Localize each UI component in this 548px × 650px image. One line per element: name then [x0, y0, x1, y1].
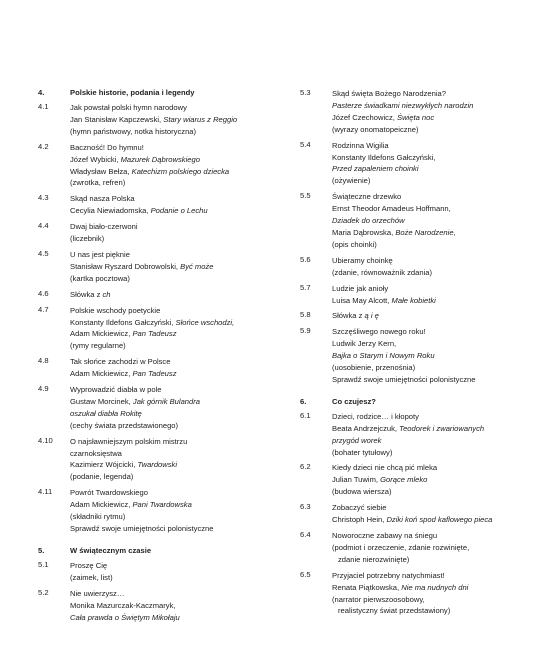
- work-title: oszukał diabła Rokitę: [70, 408, 142, 418]
- entry-text: Maria Dąbrowska,: [332, 227, 396, 237]
- entry-text: (składniki rytmu): [70, 512, 126, 522]
- entry-number: 4.3: [38, 193, 49, 203]
- entry-text: Sprawdź swoje umiejętności polonistyczne: [70, 524, 214, 533]
- entry-line: [70, 193, 288, 205]
- entry-line: [70, 340, 288, 352]
- entry-text: (wyrazy onomatopeiczne): [332, 124, 419, 134]
- entry-number: 6.4: [300, 530, 311, 539]
- work-title: Twardowski: [137, 460, 178, 470]
- entry-line: [70, 142, 288, 154]
- entry-text: Renata Piątkowska,: [332, 582, 402, 592]
- entry-body: [70, 305, 288, 353]
- work-title: Podanie o Lechu: [150, 206, 208, 216]
- toc-left-column: [38, 88, 288, 627]
- toc-entry: [38, 487, 288, 535]
- work-title: Gorące mleko: [380, 475, 428, 485]
- entry-number: 5.5: [300, 191, 311, 201]
- entry-body: [70, 221, 288, 245]
- work-title: Małe kobietki: [391, 295, 436, 305]
- entry-text: Skąd nasza Polska: [70, 194, 135, 204]
- entry-line: [332, 112, 520, 124]
- section-heading: [38, 88, 288, 97]
- entry-line: [332, 502, 520, 514]
- entry-number: 6.2: [300, 462, 311, 472]
- entry-text: Beata Andrzejczuk,: [332, 423, 400, 433]
- entry-body: [70, 289, 288, 301]
- entry-line: [338, 605, 520, 617]
- entry-number: 4.5: [38, 248, 49, 258]
- entry-text: Konstanty Ildefons Gałczyński,: [70, 317, 176, 327]
- entry-text: Baczność! Do hymnu!: [70, 142, 144, 152]
- entry-line: [332, 267, 520, 279]
- toc-right-column: [300, 88, 520, 621]
- entry-text: Ludzie jak anioły: [332, 283, 389, 293]
- toc-entry: [300, 191, 520, 251]
- entry-line: [70, 499, 288, 511]
- entry-line: [332, 338, 520, 350]
- entry-line: [70, 396, 288, 408]
- entry-text: Julian Tuwim,: [332, 475, 381, 485]
- entry-text: realistyczny świat przedstawiony): [338, 606, 451, 616]
- entry-line: [332, 283, 520, 295]
- entry-number: 4.2: [38, 141, 49, 151]
- entry-line: [70, 368, 288, 380]
- entry-text: (liczebnik): [70, 234, 105, 244]
- work-title: Pan Tadeusz: [132, 369, 177, 379]
- entry-line: [338, 554, 520, 566]
- entry-line: [70, 166, 288, 178]
- entry-line: [70, 126, 288, 138]
- entry-line: [332, 191, 520, 203]
- entry-text: Ubieramy choinkę: [332, 255, 393, 265]
- section-title: Co czujesz?: [332, 396, 376, 406]
- work-title: Słońce wschodzi,: [175, 317, 235, 327]
- entry-text: (cechy świata przedstawionego): [70, 420, 179, 430]
- entry-line: [332, 255, 520, 267]
- entry-number: 4.4: [38, 221, 49, 231]
- entry-line: [332, 350, 520, 362]
- entry-line: [70, 233, 288, 245]
- entry-number: 5.1: [38, 559, 49, 569]
- entry-body: [332, 502, 520, 526]
- entry-text: Wyprowadzić diabła w pole: [70, 385, 162, 395]
- toc-entry: [300, 255, 520, 279]
- work-title: Cała prawda o Świętym Mikołaju: [70, 612, 180, 622]
- entry-line: [70, 523, 288, 535]
- entry-line: [70, 154, 288, 166]
- toc-entry: [300, 502, 520, 526]
- work-title: przygód worek: [332, 435, 382, 445]
- entry-body: [70, 560, 288, 584]
- entry-body: [332, 310, 520, 322]
- entry-line: [332, 362, 520, 374]
- entry-body: [332, 530, 520, 566]
- work-title: Pasterze świadkami niezwykłych narodzin: [332, 100, 474, 110]
- entry-text: Słówka z: [332, 311, 365, 321]
- toc-entry: [300, 310, 520, 322]
- entry-line: [332, 423, 520, 435]
- entry-body: [332, 570, 520, 618]
- work-title: Stary wiarus z Reggio: [163, 114, 238, 124]
- entry-line: [70, 600, 288, 612]
- entry-line: [70, 612, 288, 624]
- entry-text: Słówka z: [70, 289, 103, 299]
- entry-number: 4.8: [38, 356, 49, 366]
- work-title: ą i ę: [364, 311, 379, 321]
- entry-number: 5.6: [300, 254, 311, 264]
- entry-body: [332, 88, 520, 136]
- entry-number: 5.7: [300, 282, 311, 292]
- entry-number: 5.3: [300, 88, 311, 97]
- entry-line: [332, 295, 520, 307]
- entry-line: [332, 582, 520, 594]
- entry-body: [70, 436, 288, 484]
- entry-body: [332, 283, 520, 307]
- entry-line: [332, 474, 520, 486]
- entry-line: [332, 140, 520, 152]
- entry-line: [332, 542, 520, 554]
- entry-number: 5.8: [300, 310, 311, 320]
- entry-line: [332, 530, 520, 542]
- entry-line: [70, 471, 288, 483]
- entry-line: [332, 163, 520, 175]
- entry-text: (zaimek, list): [70, 572, 113, 582]
- entry-text: Stanisław Ryszard Dobrowolski,: [70, 261, 181, 271]
- toc-entry: [300, 326, 520, 386]
- entry-text: Świąteczne drzewko: [332, 192, 402, 202]
- toc-entry: [38, 142, 288, 190]
- toc-entry: [38, 102, 288, 138]
- entry-body: [332, 326, 520, 386]
- entry-line: [70, 249, 288, 261]
- toc-entry: [38, 436, 288, 484]
- entry-line: [70, 560, 288, 572]
- work-title: Święta noc: [397, 112, 435, 122]
- entry-text: Christoph Hein,: [332, 515, 387, 525]
- toc-entry: [300, 88, 520, 136]
- entry-line: [70, 572, 288, 584]
- entry-number: 5.9: [300, 326, 311, 336]
- entry-text: Zobaczyć siebie: [332, 503, 387, 513]
- entry-text: Skąd święta Bożego Narodzenia?: [332, 89, 446, 98]
- entry-line: [332, 100, 520, 112]
- entry-text: Konstanty Ildefons Gałczyński,: [332, 152, 436, 162]
- entry-text: Kazimierz Wójcicki,: [70, 460, 138, 470]
- entry-text: Adam Mickiewicz,: [70, 500, 133, 510]
- entry-text: Józef Wybicki,: [70, 154, 121, 164]
- entry-text: (podanie, legenda): [70, 472, 134, 482]
- toc-entry: [300, 530, 520, 566]
- entry-number: 6.: [300, 396, 307, 406]
- entry-line: [70, 114, 288, 126]
- entry-text: (uosobienie, przenośnia): [332, 363, 416, 373]
- entry-number: 4.1: [38, 102, 49, 111]
- entry-line: [332, 411, 520, 423]
- entry-line: [332, 462, 520, 474]
- entry-text: Sprawdź swoje umiejętności polonistyczne: [332, 374, 476, 384]
- toc-entry: [38, 588, 288, 624]
- entry-line: [332, 514, 520, 526]
- work-title: ch: [102, 289, 111, 299]
- entry-text: Tak słońce zachodzi w Polsce: [70, 357, 171, 367]
- toc-entry: [38, 221, 288, 245]
- entry-text: Dzieci, rodzice… i kłopoty: [332, 411, 419, 421]
- entry-line: [332, 203, 520, 215]
- entry-text: O najsławniejszym polskim mistrzu: [70, 436, 188, 446]
- entry-body: [332, 255, 520, 279]
- entry-text: (podmiot i orzeczenie, zdanie rozwinięte,: [332, 542, 470, 552]
- work-title: Przed zapaleniem choinki: [332, 164, 419, 174]
- toc-entry: [38, 249, 288, 285]
- entry-text: Jak powstał polski hymn narodowy: [70, 103, 187, 112]
- entry-line: [70, 221, 288, 233]
- entry-line: [332, 152, 520, 164]
- entry-text: Szczęśliwego nowego roku!: [332, 327, 426, 337]
- section-heading: [38, 546, 288, 555]
- entry-body: [70, 588, 288, 624]
- toc-entry: [300, 462, 520, 498]
- entry-line: [70, 384, 288, 396]
- work-title: Dziadek do orzechów: [332, 216, 405, 226]
- entry-line: [332, 175, 520, 187]
- section-heading: [300, 397, 520, 406]
- entry-number: 4.7: [38, 304, 49, 314]
- entry-body: [332, 140, 520, 188]
- entry-text: czarnoksięstwa: [70, 448, 122, 458]
- entry-text: Gustaw Morcinek,: [70, 396, 133, 406]
- entry-text: Józef Czechowicz,: [332, 112, 397, 122]
- entry-text: (opis choinki): [332, 239, 377, 249]
- work-title: Dziki koń spod kaflowego pieca: [386, 515, 493, 525]
- entry-text: Proszę Cię: [70, 560, 108, 570]
- entry-line: [332, 374, 520, 386]
- entry-text: Jan Stanisław Kapczewski,: [70, 114, 164, 124]
- entry-number: 6.5: [300, 569, 311, 579]
- entry-text: U nas jest pięknie: [70, 249, 130, 259]
- entry-text: (bohater tytułowy): [332, 447, 393, 457]
- entry-line: [70, 511, 288, 523]
- entry-body: [70, 193, 288, 217]
- entry-text: Ernst Theodor Amadeus Hoffmann,: [332, 204, 451, 214]
- entry-line: [70, 261, 288, 273]
- entry-text: Cecylia Niewiadomska,: [70, 206, 151, 216]
- entry-line: [332, 215, 520, 227]
- entry-text: Dwaj biało-czerwoni: [70, 222, 138, 232]
- entry-line: [70, 273, 288, 285]
- entry-line: [70, 448, 288, 460]
- entry-line: [70, 459, 288, 471]
- entry-text: (rymy regularne): [70, 341, 126, 351]
- entry-text: Monika Mazurczak-Kaczmaryk,: [70, 600, 176, 610]
- entry-line: [70, 328, 288, 340]
- entry-line: [70, 420, 288, 432]
- toc-entry: [300, 140, 520, 188]
- entry-line: [70, 408, 288, 420]
- entry-body: [70, 487, 288, 535]
- entry-line: [332, 326, 520, 338]
- entry-number: 4.11: [38, 487, 53, 497]
- toc-entry: [38, 193, 288, 217]
- entry-text: Przyjaciel potrzebny natychmiast!: [332, 570, 445, 580]
- entry-line: [70, 436, 288, 448]
- entry-line: [332, 310, 520, 322]
- entry-text: Adam Mickiewicz,: [70, 329, 133, 339]
- entry-text: Władysław Bełza,: [70, 166, 132, 176]
- entry-number: 5.: [38, 545, 45, 555]
- entry-text: Luisa May Alcott,: [332, 295, 392, 305]
- entry-line: [70, 487, 288, 499]
- entry-body: [332, 411, 520, 459]
- work-title: Być może: [180, 261, 214, 271]
- work-title: Katechizm polskiego dziecka: [131, 166, 230, 176]
- entry-line: [70, 102, 288, 114]
- entry-body: [332, 462, 520, 498]
- entry-text: (hymn państwowy, notka historyczna): [70, 126, 197, 136]
- entry-text: Nie uwierzysz…: [70, 588, 125, 598]
- work-title: Nie ma nudnych dni: [401, 582, 469, 592]
- toc-entry: [300, 411, 520, 459]
- entry-text: Noworoczne zabawy na śniegu: [332, 531, 438, 540]
- entry-line: [70, 317, 288, 329]
- entry-body: [70, 356, 288, 380]
- work-title: Mazurek Dąbrowskiego: [120, 154, 200, 164]
- toc-entry: [300, 570, 520, 618]
- entry-number: 4.9: [38, 384, 49, 394]
- entry-line: [70, 289, 288, 301]
- work-title: Jak górnik Bulandra: [132, 396, 201, 406]
- work-title: Pani Twardowska: [132, 500, 192, 510]
- entry-line: [70, 588, 288, 600]
- entry-text: Rodzinna Wigilia: [332, 140, 389, 150]
- entry-body: [70, 142, 288, 190]
- entry-line: [332, 435, 520, 447]
- entry-line: [332, 447, 520, 459]
- work-title: Pan Tadeusz: [132, 329, 177, 339]
- entry-line: [70, 356, 288, 368]
- entry-text: (narrator pierwszoosobowy,: [332, 594, 425, 604]
- toc-entry: [38, 356, 288, 380]
- entry-body: [70, 384, 288, 432]
- entry-number: 4.6: [38, 288, 49, 298]
- entry-text: (ożywienie): [332, 176, 371, 186]
- entry-number: 5.4: [300, 139, 311, 149]
- entry-line: [70, 205, 288, 217]
- entry-text: Polskie wschody poetyckie: [70, 305, 161, 315]
- section-title: Polskie historie, podania i legendy: [70, 88, 195, 97]
- toc-entry: [38, 289, 288, 301]
- entry-number: 4.: [38, 88, 45, 97]
- work-title: Boże Narodzenie,: [395, 227, 456, 237]
- entry-number: 6.3: [300, 502, 311, 512]
- toc-entry: [300, 283, 520, 307]
- entry-body: [70, 249, 288, 285]
- entry-number: 5.2: [38, 587, 49, 597]
- entry-line: [332, 124, 520, 136]
- entry-text: Kiedy dzieci nie chcą pić mleka: [332, 463, 438, 473]
- entry-line: [332, 227, 520, 239]
- section-title: W świątecznym czasie: [70, 545, 152, 555]
- entry-body: [70, 102, 288, 138]
- entry-text: Adam Mickiewicz,: [70, 369, 133, 379]
- entry-line: [332, 570, 520, 582]
- entry-text: (zdanie, równoważnik zdania): [332, 267, 433, 277]
- entry-line: [332, 486, 520, 498]
- entry-text: (budowa wiersza): [332, 487, 392, 497]
- entry-text: (zwrotka, refren): [70, 178, 126, 188]
- entry-number: 4.10: [38, 435, 53, 445]
- entry-line: [70, 177, 288, 189]
- work-title: Bajka o Starym i Nowym Roku: [332, 351, 435, 361]
- toc-entry: [38, 560, 288, 584]
- entry-text: Powrót Twardowskiego: [70, 488, 148, 498]
- entry-line: [70, 305, 288, 317]
- entry-line: [332, 239, 520, 251]
- work-title: Teodorek i zwariowanych: [399, 423, 485, 433]
- entry-line: [332, 88, 520, 100]
- entry-text: Ludwik Jerzy Kern,: [332, 339, 397, 349]
- toc-entry: [38, 384, 288, 432]
- entry-text: zdanie nierozwinięte): [338, 554, 410, 564]
- entry-number: 6.1: [300, 410, 311, 420]
- entry-text: (kartka pocztowa): [70, 273, 130, 283]
- entry-line: [332, 594, 520, 606]
- toc-entry: [38, 305, 288, 353]
- entry-body: [332, 191, 520, 251]
